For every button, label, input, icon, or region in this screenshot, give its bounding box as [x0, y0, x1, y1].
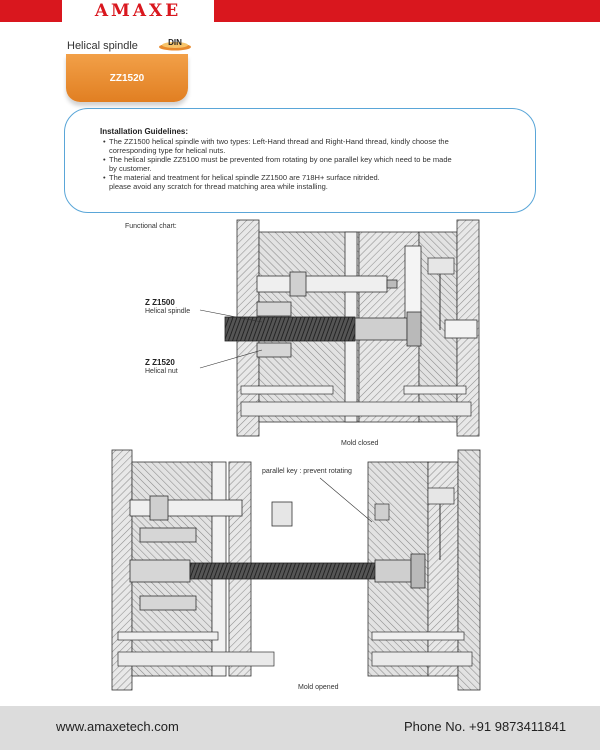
- guideline-item: by customer.: [109, 164, 152, 173]
- model-tab-label: ZZ1520: [109, 72, 145, 84]
- nut-code-label: Z Z1520: [145, 358, 175, 367]
- guideline-item: • The ZZ1500 helical spindle with two types: Left-Hand thread and Right-Hand thread, kindly choose the: [103, 137, 523, 146]
- mold-opened-assembly: [112, 450, 480, 690]
- brand-logo-text: AMAXE: [94, 1, 182, 21]
- key-leader-line: [320, 478, 372, 522]
- nut-name-label: Helical nut: [145, 368, 178, 375]
- footer-website: www.amaxetech.com: [56, 719, 179, 734]
- spindle-code-label: Z Z1500: [145, 298, 175, 307]
- guideline-item: corresponding type for helical nuts.: [109, 146, 226, 155]
- guideline-item: • The material and treatment for helical spindle ZZ1500 are 718H+ surface nitrided.: [103, 173, 523, 182]
- guideline-item: • The helical spindle ZZ5100 must be prevented from rotating by one parallel key which need to be made: [103, 155, 523, 164]
- functional-chart-label: Functional chart:: [125, 223, 177, 230]
- guidelines-title: Installation Guidelines:: [100, 127, 189, 136]
- footer-phone: Phone No. +91 9873411841: [404, 719, 567, 734]
- parallel-key-label: parallel key : prevent rotating: [262, 468, 352, 475]
- din-badge-label: DIN: [168, 38, 182, 47]
- spindle-name-label: Helical spindle: [145, 308, 191, 315]
- mold-closed-caption: Mold closed: [341, 440, 379, 447]
- mold-closed-assembly: [225, 220, 479, 436]
- mold-opened-caption: Mold opened: [298, 684, 339, 691]
- guideline-item: please avoid any scratch for thread matching area while installing.: [109, 182, 328, 191]
- product-title: Helical spindle: [67, 40, 138, 52]
